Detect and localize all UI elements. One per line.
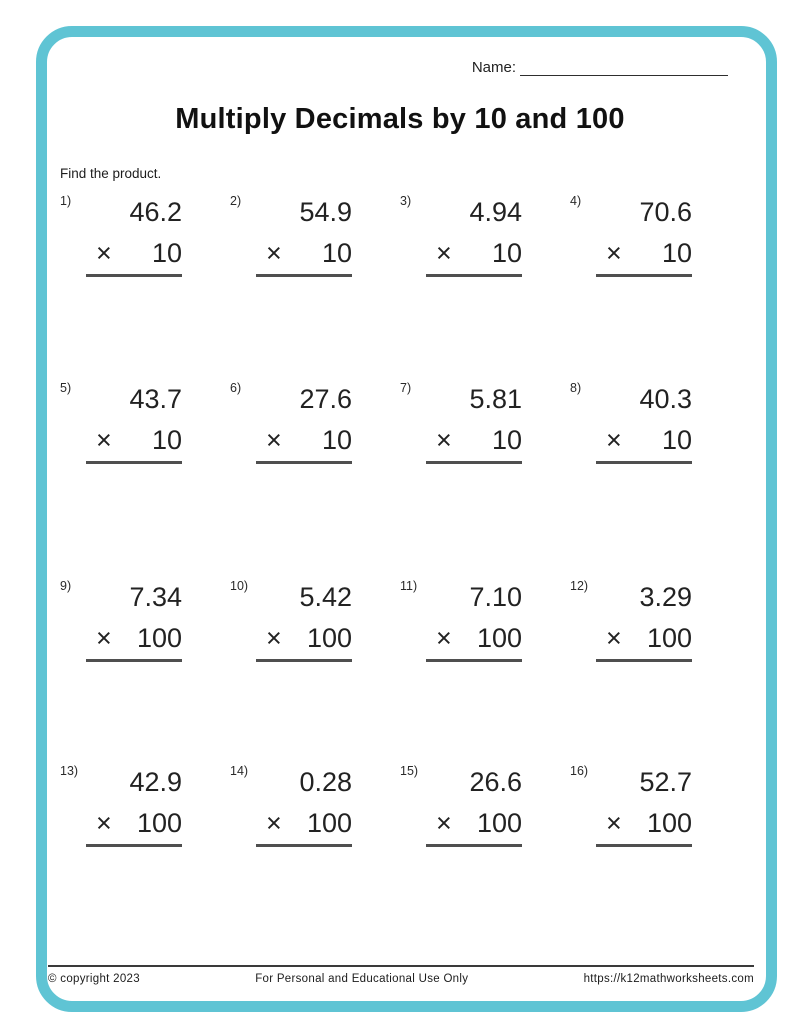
problem-number: 9): [60, 579, 72, 593]
multiplier-value: 100: [646, 808, 692, 838]
problem-work: [426, 378, 522, 464]
operand-value: 70.6: [639, 197, 692, 227]
multiply-sign: ×: [436, 808, 452, 838]
multiplier-value: 10: [321, 238, 352, 268]
problem-work: [86, 191, 182, 277]
problem-work: [256, 576, 352, 662]
multiplier-value: 100: [136, 808, 182, 838]
problem-8: [570, 378, 740, 464]
problem-11: [400, 576, 570, 662]
multiply-sign: ×: [266, 808, 282, 838]
problem-work: [596, 378, 692, 464]
problems-row-4: [60, 761, 740, 847]
answer-line: [256, 844, 352, 847]
multiplier-line: [596, 420, 692, 460]
footer-copyright: © copyright 2023: [48, 973, 140, 985]
multiplier-value: 10: [491, 238, 522, 268]
multiply-sign: ×: [606, 623, 622, 653]
answer-line: [596, 461, 692, 464]
problem-work: [86, 378, 182, 464]
instruction-text: Find the product.: [60, 166, 162, 181]
problem-6: [230, 378, 400, 464]
problem-number: 8): [570, 381, 582, 395]
name-blank-line: [520, 59, 728, 76]
multiplier-value: 100: [476, 623, 522, 653]
problem-work: [596, 761, 692, 847]
problem-14: [230, 761, 400, 847]
multiplier-value: 100: [646, 623, 692, 653]
multiply-sign: ×: [436, 238, 452, 268]
problem-number: 11): [400, 579, 418, 593]
operand-value: 40.3: [639, 384, 692, 414]
multiply-sign: ×: [96, 623, 112, 653]
footer-usage-note: For Personal and Educational Use Only: [255, 973, 469, 985]
multiplier-value: 100: [476, 808, 522, 838]
multiplier-line: [596, 803, 692, 843]
multiplier-value: 10: [321, 425, 352, 455]
multiplier-line: [256, 803, 352, 843]
problem-number: 14): [230, 764, 249, 778]
multiplier-line: [86, 420, 182, 460]
answer-line: [256, 659, 352, 662]
problem-number: 6): [230, 381, 242, 395]
problem-number: 12): [570, 579, 589, 593]
answer-line: [86, 659, 182, 662]
answer-line: [256, 274, 352, 277]
problem-9: [60, 576, 230, 662]
footer-url: https://k12mathworksheets.com: [583, 973, 754, 985]
multiplier-line: [256, 618, 352, 658]
problem-work: [256, 191, 352, 277]
operand-value: 54.9: [299, 197, 352, 227]
answer-line: [596, 844, 692, 847]
multiply-sign: ×: [266, 238, 282, 268]
problem-number: 10): [230, 579, 249, 593]
operand-value: 0.28: [299, 767, 352, 797]
problem-4: [570, 191, 740, 277]
multiply-sign: ×: [436, 623, 452, 653]
operand-value: 3.29: [639, 582, 692, 612]
problem-13: [60, 761, 230, 847]
operand-value: 52.7: [639, 767, 692, 797]
problem-16: [570, 761, 740, 847]
multiplier-line: [426, 420, 522, 460]
answer-line: [426, 461, 522, 464]
answer-line: [86, 844, 182, 847]
multiply-sign: ×: [266, 623, 282, 653]
multiplier-value: 100: [136, 623, 182, 653]
name-field: [472, 59, 728, 76]
multiply-sign: ×: [606, 425, 622, 455]
operand-value: 43.7: [129, 384, 182, 414]
problem-2: [230, 191, 400, 277]
problem-number: 4): [570, 194, 582, 208]
answer-line: [596, 274, 692, 277]
multiplier-value: 10: [491, 425, 522, 455]
answer-line: [256, 461, 352, 464]
problem-number: 2): [230, 194, 242, 208]
multiplier-line: [86, 233, 182, 273]
problem-1: [60, 191, 230, 277]
problem-number: 3): [400, 194, 412, 208]
multiplier-value: 100: [306, 808, 352, 838]
operand-value: 5.42: [299, 582, 352, 612]
multiplier-line: [596, 618, 692, 658]
answer-line: [426, 274, 522, 277]
problem-work: [596, 191, 692, 277]
multiplier-line: [256, 233, 352, 273]
problem-work: [256, 378, 352, 464]
multiply-sign: ×: [96, 808, 112, 838]
problem-15: [400, 761, 570, 847]
multiplier-line: [596, 233, 692, 273]
answer-line: [86, 461, 182, 464]
operand-value: 5.81: [469, 384, 522, 414]
problem-work: [86, 761, 182, 847]
operand-value: 4.94: [469, 197, 522, 227]
multiplier-value: 10: [151, 238, 182, 268]
multiplier-line: [426, 618, 522, 658]
problems-row-2: [60, 378, 740, 464]
name-label: Name:: [471, 59, 516, 76]
answer-line: [86, 274, 182, 277]
problem-work: [596, 576, 692, 662]
multiply-sign: ×: [96, 238, 112, 268]
multiply-sign: ×: [436, 425, 452, 455]
problem-work: [426, 761, 522, 847]
problem-10: [230, 576, 400, 662]
multiplier-line: [86, 803, 182, 843]
problems-row-3: [60, 576, 740, 662]
problem-number: 16): [570, 764, 589, 778]
multiplier-value: 10: [661, 425, 692, 455]
problems-row-1: [60, 191, 740, 277]
answer-line: [596, 659, 692, 662]
operand-value: 26.6: [469, 767, 522, 797]
problem-number: 15): [400, 764, 419, 778]
problem-7: [400, 378, 570, 464]
multiply-sign: ×: [606, 238, 622, 268]
multiplier-line: [426, 803, 522, 843]
multiply-sign: ×: [266, 425, 282, 455]
answer-line: [426, 844, 522, 847]
operand-value: 27.6: [299, 384, 352, 414]
problem-number: 13): [60, 764, 79, 778]
multiplier-value: 100: [306, 623, 352, 653]
footer-divider: [48, 965, 754, 967]
problem-number: 5): [60, 381, 72, 395]
answer-line: [426, 659, 522, 662]
operand-value: 7.34: [129, 582, 182, 612]
page-title: Multiply Decimals by 10 and 100: [175, 103, 625, 135]
problem-work: [86, 576, 182, 662]
operand-value: 7.10: [469, 582, 522, 612]
problem-work: [256, 761, 352, 847]
multiply-sign: ×: [96, 425, 112, 455]
multiply-sign: ×: [606, 808, 622, 838]
problem-12: [570, 576, 740, 662]
multiplier-line: [426, 233, 522, 273]
problem-3: [400, 191, 570, 277]
problem-work: [426, 576, 522, 662]
multiplier-value: 10: [151, 425, 182, 455]
operand-value: 42.9: [129, 767, 182, 797]
multiplier-line: [256, 420, 352, 460]
problem-number: 1): [60, 194, 72, 208]
problem-5: [60, 378, 230, 464]
problem-work: [426, 191, 522, 277]
multiplier-value: 10: [661, 238, 692, 268]
multiplier-line: [86, 618, 182, 658]
footer: [48, 973, 754, 985]
problem-number: 7): [400, 381, 412, 395]
operand-value: 46.2: [129, 197, 182, 227]
